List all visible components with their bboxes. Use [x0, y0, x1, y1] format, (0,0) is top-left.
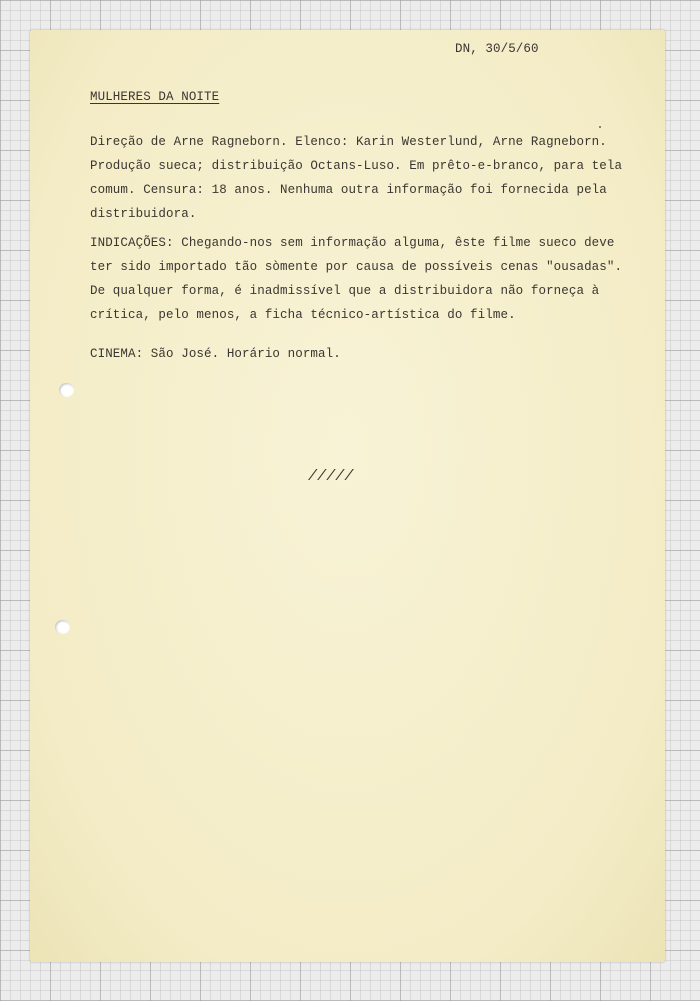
document-title: MULHERES DA NOITE	[90, 90, 220, 104]
text-line: distribuidora.	[90, 207, 197, 221]
paper-speck	[599, 126, 601, 128]
text-line: ter sido importado tão sòmente por causa de possíveis cenas "ousadas".	[90, 260, 623, 274]
text-line: crítica, pelo menos, a ficha técnico-artística do filme.	[90, 308, 516, 322]
cinema-paragraph	[90, 342, 341, 366]
text-line: comum. Censura: 18 anos. Nenhuma outra informação foi fornecida pela	[90, 183, 607, 197]
text-line: Produção sueca; distribuição Octans-Luso. Em prêto-e-branco, para tela	[90, 159, 623, 173]
punch-hole-upper	[59, 383, 74, 397]
end-separator: /////	[308, 468, 354, 485]
typed-document-page	[30, 30, 665, 962]
text-line: De qualquer forma, é inadmissível que a distribuidora não forneça à	[90, 284, 600, 298]
punch-hole-lower	[55, 620, 70, 634]
text-line: INDICAÇÕES: Chegando-nos sem informação alguma, êste filme sueco deve	[90, 236, 615, 250]
text-line: CINEMA: São José. Horário normal.	[90, 347, 341, 361]
document-reference: DN, 30/5/60	[455, 42, 539, 56]
text-line: Direção de Arne Ragneborn. Elenco: Karin Westerlund, Arne Ragneborn.	[90, 135, 607, 149]
indications-paragraph	[90, 231, 622, 327]
film-credits-paragraph	[90, 130, 622, 226]
